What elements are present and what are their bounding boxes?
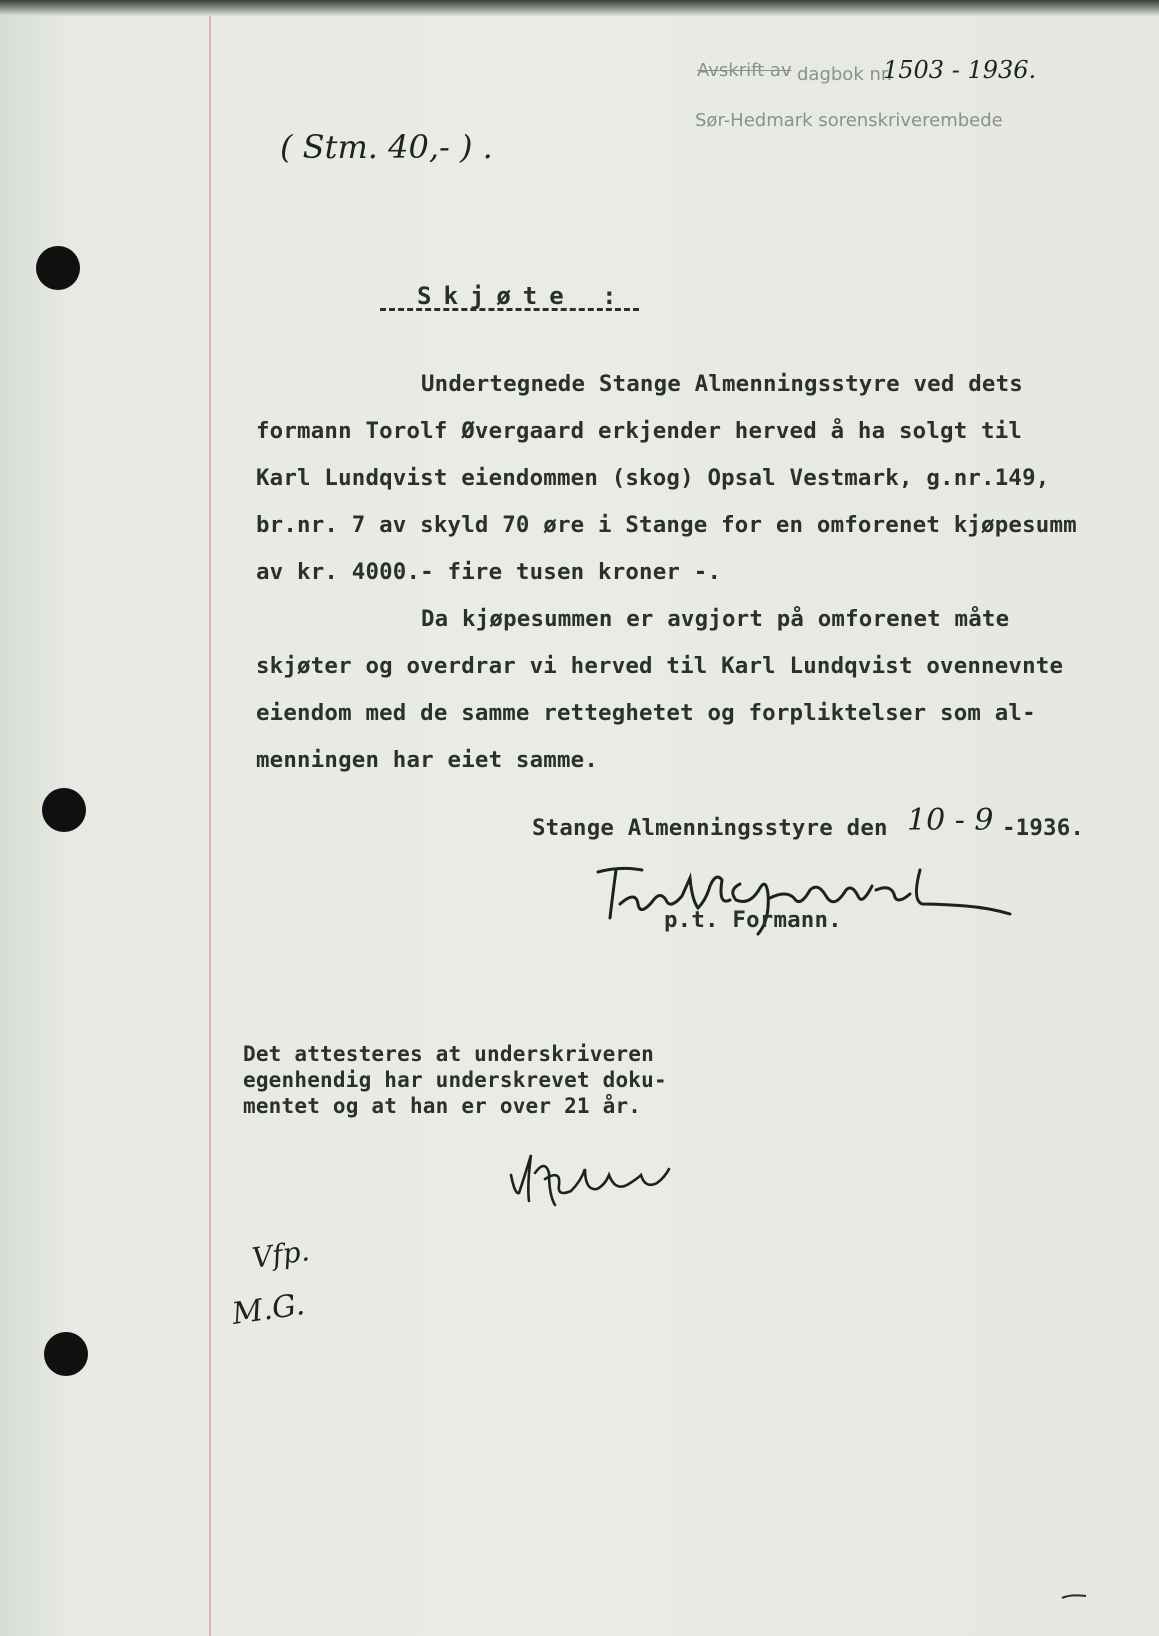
text-line: skjøter og overdrar vi herved til Karl Lundqvist ovennevnte — [256, 653, 1064, 679]
text-line: formann Torolf Øvergaard erkjender herved å ha solgt til — [256, 418, 1023, 444]
fee-note: ( Stm. 40,- ) . — [280, 128, 493, 166]
text-line: Da kjøpesummen er avgjort på omforenet måte — [421, 606, 1010, 632]
handwritten-date: 10 - 9 — [907, 803, 994, 838]
witness-signature — [505, 1145, 695, 1215]
punch-hole — [44, 1332, 88, 1376]
margin-note-line1: Vfp. — [249, 1234, 312, 1275]
attestation-line: egenhendig har underskrevet doku- — [243, 1068, 667, 1092]
margin-line — [209, 16, 211, 1636]
stamp-office: Sør-Hedmark sorenskriverembede — [695, 110, 1003, 131]
attestation-line: Det attesteres at underskriveren — [243, 1042, 654, 1066]
attestation-line: mentet og at han er over 21 år. — [243, 1094, 642, 1118]
text-line: av kr. 4000.- fire tusen kroner -. — [256, 559, 722, 585]
margin-note-line2: M.G. — [229, 1287, 307, 1332]
punch-hole — [36, 246, 80, 290]
chairman-role: p.t. Formann. — [664, 907, 842, 933]
text-line: menningen har eiet samme. — [256, 747, 599, 773]
text-line: br.nr. 7 av skyld 70 øre i Stange for en omforenet kjøpesumm — [256, 512, 1077, 538]
document-title: Skjøte : — [417, 282, 629, 310]
dagbok-number: 1503 - 1936. — [883, 56, 1037, 84]
punch-hole — [42, 788, 86, 832]
stamp-dagbok-label: dagbok nr. — [797, 64, 893, 85]
corner-mark — [1060, 1590, 1090, 1604]
title-underline — [380, 308, 639, 311]
text-line: Karl Lundqvist eiendommen (skog) Opsal Vestmark, g.nr.149, — [256, 465, 1050, 491]
date-year: -1936. — [1002, 815, 1085, 841]
text-line: Undertegnede Stange Almenningsstyre ved dets — [421, 371, 1023, 397]
text-line: eiendom med de samme retteghetet og forpliktelser som al- — [256, 700, 1036, 726]
place-date-prefix: Stange Almenningsstyre den — [532, 815, 888, 841]
scan-top-edge — [0, 0, 1159, 16]
stamp-prefix: Avskrift av — [697, 60, 792, 81]
